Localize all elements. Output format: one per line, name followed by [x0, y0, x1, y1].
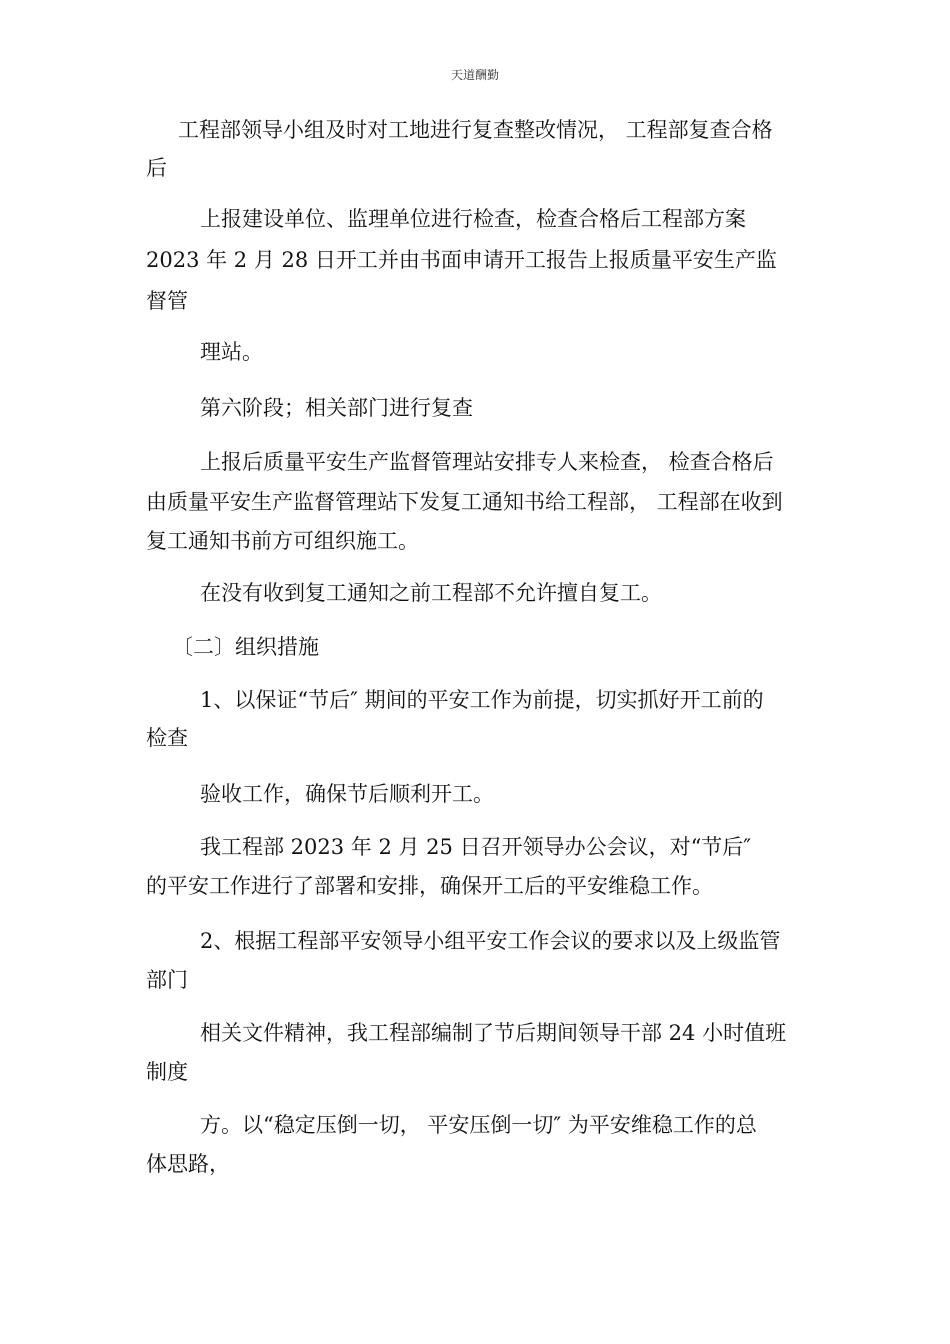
text-line: 工程部领导小组及时对工地进行复查整改情况， 工程部复查合格 [178, 118, 773, 142]
text-line: 1、以保证“节后″ 期间的平安工作为前提，切实抓好开工前的 [200, 688, 764, 712]
text-line: 上报建设单位、监理单位进行检查，检查合格后工程部方案 [200, 207, 746, 231]
page-header: 天道酬勤 [450, 68, 499, 82]
text-line: 方。以“稳定压倒一切， 平安压倒一切″ 为平安维稳工作的总 [200, 1113, 757, 1137]
text-line: 我工程部 2023 年 2 月 25 日召开领导办公会议，对“节后″ [200, 835, 752, 859]
text-line: 的平安工作进行了部署和安排，确保开工后的平安维稳工作。 [146, 874, 713, 898]
text-line: 上报后质量平安生产监督管理站安排专人来检查， 检查合格后 [200, 450, 774, 474]
text-line: 相关文件精神，我工程部编制了节后期间领导干部 24 小时值班 [200, 1021, 787, 1045]
text-line: 复工通知书前方可组织施工。 [146, 529, 419, 553]
text-line: 督管 [146, 289, 188, 313]
text-line: 体思路， [146, 1152, 230, 1176]
text-line: 后 [146, 156, 167, 180]
text-line: 部门 [146, 968, 188, 992]
text-line: 验收工作，确保节后顺利开工。 [200, 782, 494, 806]
section-heading: 〔二〕组织措施 [172, 635, 319, 659]
section-heading: 第六阶段；相关部门进行复查 [200, 396, 473, 420]
text-line: 制度 [146, 1060, 188, 1084]
text-line: 检查 [146, 726, 188, 750]
text-line: 2023 年 2 月 28 日开工并由书面申请开工报告上报质量平安生产监 [146, 248, 777, 272]
text-line: 2、根据工程部平安领导小组平安工作会议的要求以及上级监管 [200, 929, 781, 953]
text-line: 由质量平安生产监督管理站下发复工通知书给工程部， 工程部在收到 [146, 490, 783, 514]
text-line: 在没有收到复工通知之前工程部不允许擅自复工。 [200, 581, 662, 605]
text-line: 理站。 [200, 340, 263, 364]
